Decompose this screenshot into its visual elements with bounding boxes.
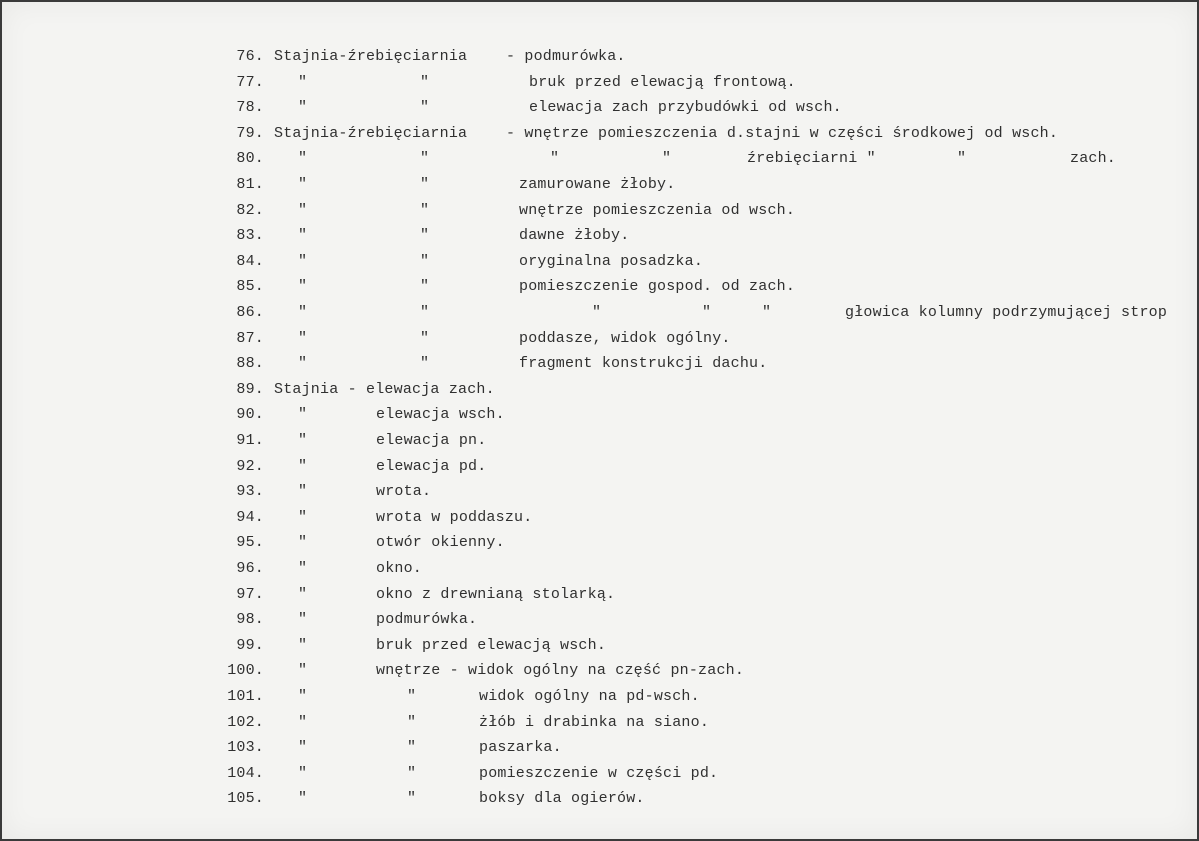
item-number: 84.: [236, 252, 264, 270]
item-text: paszarka.: [479, 739, 562, 757]
item-text: ": [407, 764, 417, 782]
item-number: 97.: [236, 585, 264, 603]
list-item: [2, 223, 1197, 249]
item-number: 88.: [236, 355, 264, 373]
item-text: wnętrze pomieszczenia od wsch.: [519, 201, 796, 219]
item-text: ": [298, 355, 308, 373]
item-number: 92.: [236, 457, 264, 475]
item-text: poddasze, widok ogólny.: [519, 329, 731, 347]
list-item: [2, 530, 1197, 556]
item-text: ": [420, 201, 430, 219]
item-text: wrota.: [376, 483, 432, 501]
list-item: [2, 556, 1197, 582]
list-item: [2, 198, 1197, 224]
item-text: zach.: [1070, 150, 1117, 168]
item-text: widok ogólny na pd-wsch.: [479, 688, 700, 705]
list-item: [2, 351, 1197, 377]
item-text: bruk przed elewacją frontową.: [529, 73, 796, 91]
item-text: ": [298, 150, 308, 168]
item-text: ": [298, 688, 308, 705]
item-number: 101.: [227, 688, 264, 705]
item-text: ": [420, 355, 430, 373]
item-text: - podmurówka.: [506, 48, 626, 65]
item-text: zamurowane żłoby.: [519, 176, 676, 193]
item-text: ": [298, 406, 308, 424]
list-item: [2, 402, 1197, 428]
item-text: ": [407, 739, 417, 757]
list-item: [2, 146, 1197, 172]
item-text: ": [420, 227, 430, 245]
item-text: elewacja wsch.: [376, 406, 505, 424]
item-number: 103.: [227, 739, 264, 757]
item-number: 96.: [236, 560, 264, 577]
item-number: 83.: [236, 227, 264, 245]
item-text: - wnętrze pomieszczenia d.stajni w części środkowej od wsch.: [506, 124, 1059, 142]
item-text: elewacja pn.: [376, 432, 487, 449]
item-text: ": [298, 252, 308, 270]
item-text: ": [298, 739, 308, 757]
list-item: [2, 172, 1197, 198]
item-number: 102.: [227, 713, 264, 731]
item-text: pomieszczenie gospod. od zach.: [519, 278, 796, 296]
item-text: ": [298, 662, 308, 680]
item-number: 100.: [227, 662, 264, 680]
typed-page: [2, 2, 1197, 839]
item-text: Stajnia - elewacja zach.: [274, 380, 495, 398]
item-text: ": [298, 790, 308, 808]
item-text: ": [298, 508, 308, 526]
item-text: elewacja pd.: [376, 457, 487, 475]
list-item: [2, 710, 1197, 736]
item-text: ": [420, 99, 430, 117]
item-text: ": [298, 329, 308, 347]
list-item: [2, 658, 1197, 684]
item-number: 90.: [236, 406, 264, 424]
list-item: [2, 300, 1197, 326]
item-text: ": [420, 73, 430, 91]
list-item: [2, 633, 1197, 659]
item-text: elewacja zach przybudówki od wsch.: [529, 99, 842, 117]
item-text: okno z drewnianą stolarką.: [376, 585, 616, 603]
item-number: 89.: [236, 380, 264, 398]
item-text: ": [420, 304, 430, 321]
item-text: ": [407, 688, 417, 705]
item-number: 93.: [236, 483, 264, 501]
item-text: otwór okienny.: [376, 534, 505, 552]
item-text: podmurówka.: [376, 611, 478, 629]
item-text: ": [407, 790, 417, 808]
list-item: [2, 505, 1197, 531]
item-text: ": [762, 304, 772, 321]
item-text: ": [957, 150, 967, 168]
item-number: 77.: [236, 73, 264, 91]
item-text: źrebięciarni ": [747, 150, 876, 168]
item-number: 98.: [236, 611, 264, 629]
item-number: 94.: [236, 508, 264, 526]
item-text: ": [702, 304, 712, 321]
item-text: ": [298, 278, 308, 296]
item-text: ": [420, 150, 430, 168]
item-number: 86.: [236, 304, 264, 321]
item-text: wrota w poddaszu.: [376, 508, 533, 526]
item-number: 80.: [236, 150, 264, 168]
item-text: ": [298, 432, 308, 449]
item-text: ": [298, 611, 308, 629]
item-text: ": [298, 713, 308, 731]
list-item: [2, 479, 1197, 505]
item-number: 85.: [236, 278, 264, 296]
list-item: [2, 44, 1197, 70]
item-number: 104.: [227, 764, 264, 782]
item-text: oryginalna posadzka.: [519, 252, 704, 270]
item-text: fragment konstrukcji dachu.: [519, 355, 768, 373]
item-text: ": [298, 560, 308, 577]
item-number: 91.: [236, 432, 264, 449]
item-text: ": [298, 534, 308, 552]
list-item: [2, 582, 1197, 608]
list-item: [2, 326, 1197, 352]
item-number: 105.: [227, 790, 264, 808]
list-item: [2, 274, 1197, 300]
item-text: ": [420, 176, 430, 193]
item-text: żłób i drabinka na siano.: [479, 713, 710, 731]
item-text: ": [550, 150, 560, 168]
item-text: ": [298, 585, 308, 603]
item-text: ": [298, 176, 308, 193]
item-number: 87.: [236, 329, 264, 347]
item-text: ": [298, 457, 308, 475]
item-text: ": [420, 252, 430, 270]
item-text: Stajnia-źrebięciarnia: [274, 124, 468, 142]
item-number: 78.: [236, 99, 264, 117]
list-item: [2, 454, 1197, 480]
list-item: [2, 761, 1197, 787]
item-number: 76.: [236, 48, 264, 65]
list-item: [2, 95, 1197, 121]
list-item: [2, 684, 1197, 710]
item-text: wnętrze - widok ogólny na część pn-zach.: [376, 662, 745, 680]
item-text: bruk przed elewacją wsch.: [376, 636, 607, 654]
item-number: 99.: [236, 636, 264, 654]
list-item: [2, 607, 1197, 633]
item-text: ": [298, 764, 308, 782]
item-number: 95.: [236, 534, 264, 552]
item-text: ": [298, 73, 308, 91]
item-text: ": [592, 304, 602, 321]
list-item: [2, 786, 1197, 812]
item-number: 82.: [236, 201, 264, 219]
item-number: 81.: [236, 176, 264, 193]
item-text: dawne żłoby.: [519, 227, 630, 245]
item-number: 79.: [236, 124, 264, 142]
item-text: ": [420, 329, 430, 347]
item-text: ": [420, 278, 430, 296]
list-item: [2, 249, 1197, 275]
item-text: pomieszczenie w części pd.: [479, 764, 719, 782]
list-item: [2, 377, 1197, 403]
list-item: [2, 121, 1197, 147]
list-item: [2, 735, 1197, 761]
item-text: ": [298, 99, 308, 117]
item-text: ": [298, 227, 308, 245]
item-text: boksy dla ogierów.: [479, 790, 645, 808]
list-item: [2, 428, 1197, 454]
item-text: Stajnia-źrebięciarnia: [274, 48, 468, 65]
list-item: [2, 70, 1197, 96]
item-text: ": [298, 636, 308, 654]
item-text: okno.: [376, 560, 423, 577]
item-text: głowica kolumny podrzymującej strop: [845, 304, 1168, 321]
item-text: ": [407, 713, 417, 731]
item-text: ": [298, 483, 308, 501]
item-text: ": [662, 150, 672, 168]
item-text: ": [298, 304, 308, 321]
item-text: ": [298, 201, 308, 219]
